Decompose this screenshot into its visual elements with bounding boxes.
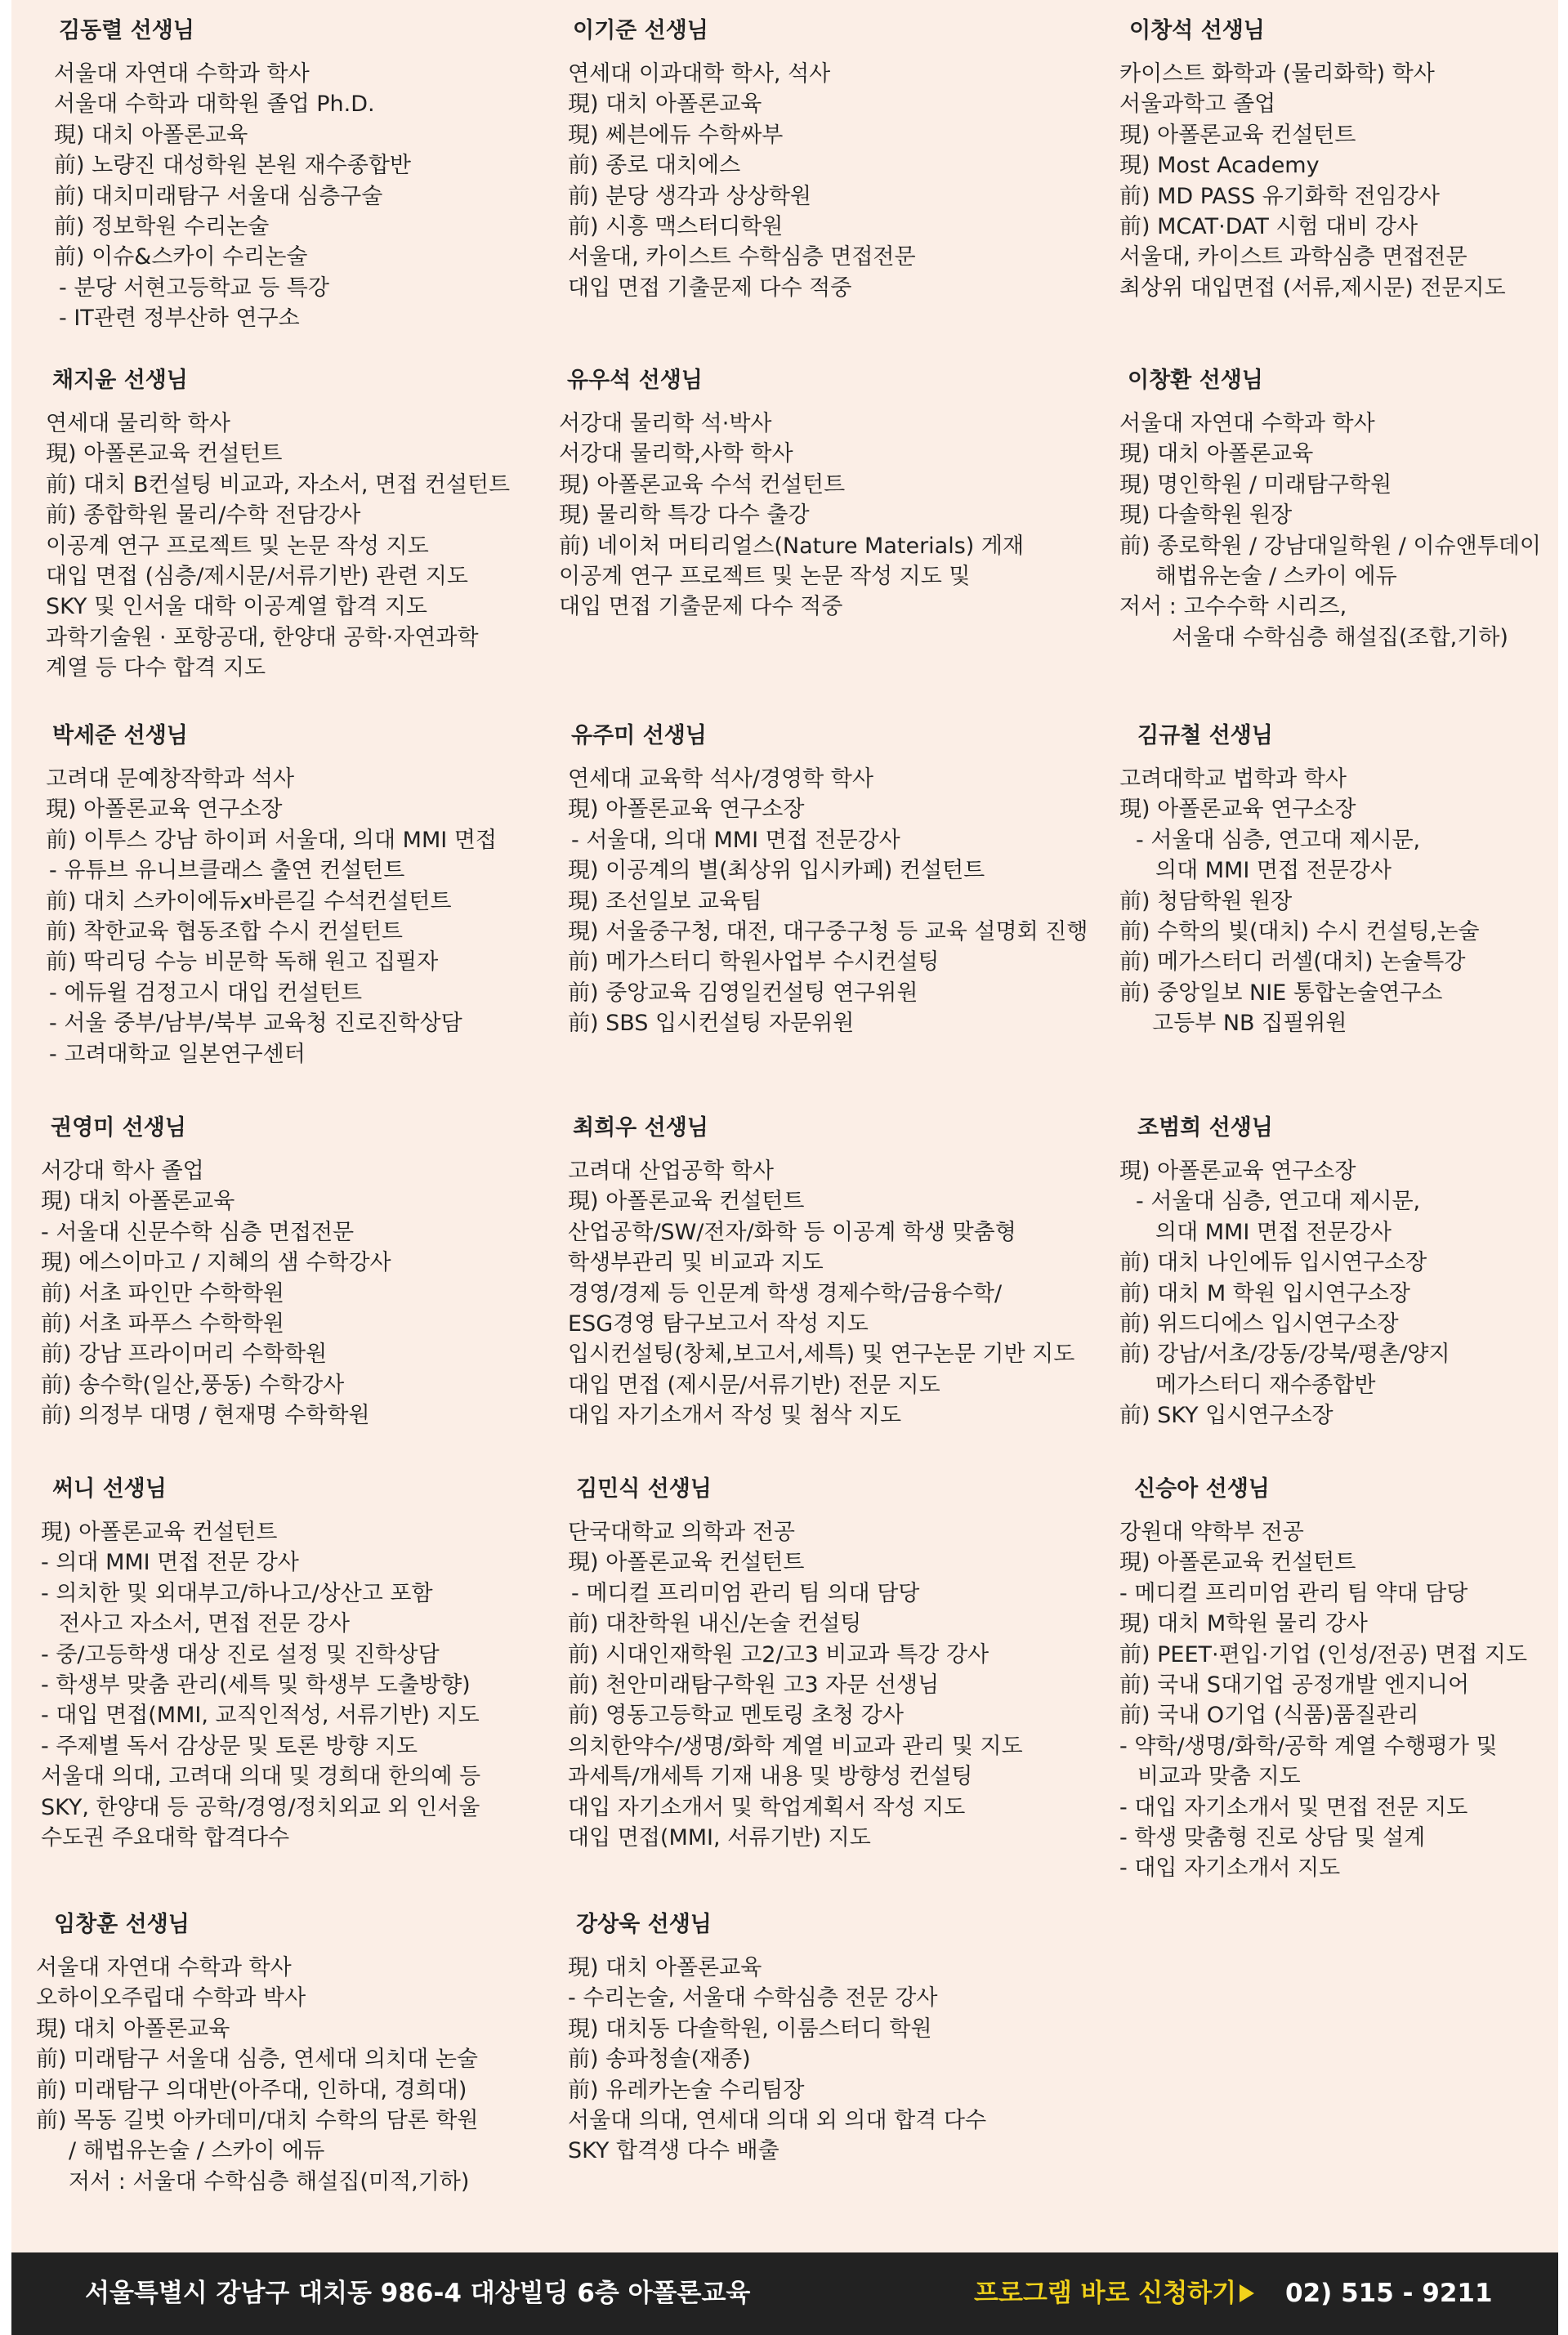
teacher-card [1119,368,1541,653]
career-line: 전사고 자소서, 면접 전문 강사 [59,1611,350,1637]
career-line: 前) 영동고등학교 멘토링 초청 강사 [568,1703,904,1729]
career-line: 연세대 이과대학 학사, 석사 [568,61,831,87]
career-line: 산업공학/SW/전자/화학 등 이공계 학생 맞춤형 [568,1219,1016,1245]
career-line: 現) 아폴론교육 컨설턴트 [41,1520,278,1545]
career-line: 現) 아폴론교육 연구소장 [1119,1159,1356,1184]
career-line: 現) 대치 아폴론교육 [41,1189,235,1215]
career-line: 前) 이슈&스카이 수리논술 [54,244,308,270]
career-line: 現) 대치 아폴론교육 [54,122,248,148]
career-line: 前) 송수학(일산,풍동) 수학강사 [41,1372,345,1398]
teacher-card [36,1912,479,2197]
career-line: 前) 종합학원 물리/수학 전담강사 [46,502,361,529]
teacher-card [1119,723,1480,1039]
career-line: 과학기술원 · 포항공대, 한양대 공학·자연과학 [46,624,479,650]
career-line: 의대 MMI 면접 전문강사 [1155,1219,1392,1245]
career-line: 現) 대치 M학원 물리 강사 [1119,1611,1368,1637]
career-line: 고려대학교 법학과 학사 [1119,766,1347,792]
career-line: 서울대 의대, 고려대 의대 및 경희대 한의예 등 [41,1764,481,1790]
career-line: 前) 의정부 대명 / 현재명 수학학원 [41,1403,370,1429]
career-line: 이공계 연구 프로젝트 및 논문 작성 지도 및 [559,564,971,590]
career-line: - 유튜브 유니브클래스 출연 컨설턴트 [49,858,405,884]
career-line: 대입 면접 기출문제 다수 적중 [568,275,852,301]
career-line: 연세대 교육학 석사/경영학 학사 [568,766,873,792]
career-line: 메가스터디 재수종합반 [1155,1372,1376,1398]
career-line: 前) 송파청솔(재종) [568,2047,751,2073]
career-line: 現) 아폴론교육 컨설턴트 [568,1550,805,1576]
career-line: - 고려대학교 일본연구센터 [49,1041,306,1067]
career-line: 서울과학고 졸업 [1119,92,1276,118]
career-line: ESG경영 탐구보고서 작성 지도 [568,1311,869,1337]
career-line: 前) MD PASS 유기화학 전임강사 [1119,183,1440,209]
teacher-name: 권영미 선생님 [51,1115,186,1141]
career-line: 前) 분당 생각과 상상학원 [568,183,812,209]
career-line: 現) 대치동 다솔학원, 이룸스터디 학원 [568,2016,932,2042]
career-line: 서울대, 카이스트 과학심층 면접전문 [1119,244,1467,270]
teacher-name: 써니 선생님 [52,1476,167,1502]
career-line: 서울대 수학심층 해설집(조합,기하) [1172,624,1508,650]
career-line: - 분당 서현고등학교 등 특강 [59,275,329,301]
career-line: - 학생 맞춤형 진로 상담 및 설계 [1119,1825,1426,1851]
career-line: 前) SKY 입시연구소장 [1119,1403,1333,1429]
career-line: 해법유논술 / 스카이 에듀 [1155,564,1397,590]
career-line: 前) 목동 길벗 아카데미/대치 수학의 담론 학원 [36,2108,479,2134]
career-line: 現) 아폴론교육 컨설턴트 [1119,1550,1356,1576]
teacher-card [568,1115,1074,1431]
apply-program-label: 프로그램 바로 신청하기 [974,2279,1237,2308]
career-line: - 수리논술, 서울대 수학심층 전문 강사 [568,1985,938,2011]
teacher-name: 김동렬 선생님 [59,18,194,43]
career-line: 경영/경제 등 인문계 학생 경제수학/금융수학/ [568,1280,1003,1306]
career-line: 現) 아폴론교육 연구소장 [568,797,805,823]
career-line: - 서울대 심층, 연고대 제시문, [1136,1189,1421,1215]
career-line: 前) 대치 스카이에듀x바른길 수석컨설턴트 [46,888,452,914]
career-line: 現) 아폴론교육 연구소장 [46,797,283,823]
teacher-name: 유주미 선생님 [571,723,707,748]
career-line: 現) 대치 아폴론교육 [568,92,762,118]
career-line: 고려대 문예창작학과 석사 [46,766,295,792]
career-line: 前) 중앙일보 NIE 통합논술연구소 [1119,980,1443,1006]
career-line: 대입 면접 (제시문/서류기반) 전문 지도 [568,1372,940,1398]
career-line: 입시컨설팅(창체,보고서,세특) 및 연구논문 기반 지도 [568,1342,1075,1368]
career-line: 現) 에스이마고 / 지혜의 샘 수학강사 [41,1250,391,1276]
career-line: 서강대 물리학,사학 학사 [559,441,793,467]
teacher-card [568,1476,1023,1853]
career-line: SKY 및 인서울 대학 이공계열 합격 지도 [46,594,428,620]
career-line: 前) 대치 B컨설팅 비교과, 자소서, 면접 컨설턴트 [46,471,511,498]
career-line: 前) 노량진 대성학원 본원 재수종합반 [54,153,412,179]
career-line: - 대입 자기소개서 지도 [1119,1855,1341,1882]
career-line: 前) 미래탐구 서울대 심층, 연세대 의치대 논술 [36,2047,479,2073]
career-line: 現) 대치 아폴론교육 [1119,441,1314,467]
career-line: 학생부관리 및 비교과 지도 [568,1250,824,1276]
career-line: 前) MCAT·DAT 시험 대비 강사 [1119,214,1418,240]
career-line: 최상위 대입면접 (서류,제시문) 전문지도 [1119,275,1506,301]
career-line: 수도권 주요대학 합격다수 [41,1825,290,1851]
teacher-name: 신승아 선생님 [1134,1476,1270,1502]
career-line: 대입 면접 (심층/제시문/서류기반) 관련 지도 [46,564,468,590]
career-line: - 대입 면접(MMI, 교직인적성, 서류기반) 지도 [41,1703,480,1729]
career-line: 前) 국내 S대기업 공정개발 엔지니어 [1119,1672,1470,1699]
career-line: 서울대 의대, 연세대 의대 외 의대 합격 다수 [568,2108,987,2134]
career-line: 前) 수학의 빛(대치) 수시 컨설팅,논술 [1119,919,1480,945]
career-line: 前) 위드디에스 입시연구소장 [1119,1311,1399,1337]
career-line: 前) 딱리딩 수능 비문학 독해 원고 집필자 [46,949,439,976]
footer-phone: 02) 515 - 9211 [1285,2279,1493,2308]
career-line: 前) 대치미래탐구 서울대 심층구술 [54,183,383,209]
career-line: 現) 아폴론교육 컨설턴트 [1119,122,1356,148]
career-line: 서울대 자연대 수학과 학사 [36,1955,292,1980]
career-line: 前) 국내 O기업 (식품)품질관리 [1119,1703,1419,1729]
apply-program-link[interactable] [974,2252,1254,2335]
career-line: 前) 시흥 맥스터디학원 [568,214,784,240]
career-line: 서울대 수학과 대학원 졸업 Ph.D. [54,92,375,118]
teacher-card [1119,1476,1527,1884]
career-line: - 서울대, 의대 MMI 면접 전문강사 [571,827,900,853]
teacher-card [46,368,510,684]
career-line: 대입 자기소개서 작성 및 첨삭 지도 [568,1403,902,1429]
career-line: 서울대 자연대 수학과 학사 [54,61,310,87]
career-line: SKY, 한양대 등 공학/경영/정치외교 외 인서울 [41,1794,480,1820]
career-line: 前) 강남/서초/강동/강북/평촌/양지 [1119,1342,1450,1368]
teacher-card [568,18,916,303]
career-line: 現) 명인학원 / 미래탐구학원 [1119,471,1392,498]
career-line: 의대 MMI 면접 전문강사 [1155,858,1392,884]
career-line: 고려대 산업공학 학사 [568,1159,774,1184]
career-line: 前) 대치 나인에듀 입시연구소장 [1119,1250,1427,1276]
footer-bar [11,2252,1558,2335]
career-line: 前) 미래탐구 의대반(아주대, 인하대, 경희대) [36,2077,467,2103]
career-line: 저서 : 서울대 수학심층 해설집(미적,기하) [69,2168,470,2194]
career-line: 서강대 학사 졸업 [41,1159,204,1184]
career-line: 대입 자기소개서 및 학업계획서 작성 지도 [568,1794,966,1820]
career-line: 現) 아폴론교육 컨설턴트 [46,441,283,467]
career-line: 前) 시대인재학원 고2/고3 비교과 특강 강사 [568,1641,989,1668]
career-line: 前) 청담학원 원장 [1119,888,1293,914]
career-line: 前) 강남 프라이머리 수학학원 [41,1342,328,1368]
career-line: 前) 종로학원 / 강남대일학원 / 이슈앤투데이 [1119,533,1541,559]
footer-address: 서울특별시 강남구 대치동 986-4 대상빌딩 6층 아폴론교육 [85,2279,751,2308]
career-line: - 에듀윌 검정고시 대입 컨설턴트 [49,980,363,1006]
career-line: 前) 서초 파인만 수학학원 [41,1280,285,1306]
teacher-name: 임창훈 선생님 [54,1912,190,1937]
teacher-card [559,368,1024,623]
teacher-name: 조범희 선생님 [1137,1115,1273,1141]
career-line: 前) PEET·편입·기업 (인성/전공) 면접 지도 [1119,1641,1528,1668]
career-line: 前) SBS 입시컨설팅 자문위원 [568,1011,855,1037]
career-line: 연세대 물리학 학사 [46,411,230,436]
teacher-name: 김규철 선생님 [1137,723,1273,748]
teacher-card [1119,18,1506,303]
career-line: 現) 아폴론교육 연구소장 [1119,797,1356,823]
teacher-card [1119,1115,1450,1431]
career-line: 前) 대치 M 학원 입시연구소장 [1119,1280,1410,1306]
career-line: 前) 착한교육 협동조합 수시 컨설턴트 [46,919,404,945]
career-line: 前) 천안미래탐구학원 고3 자문 선생님 [568,1672,940,1699]
career-line: 비교과 맞춤 지도 [1137,1764,1301,1790]
career-line: 의치한약수/생명/화학 계열 비교과 관리 및 지도 [568,1733,1023,1759]
career-line: - IT관련 정부산하 연구소 [59,306,300,332]
career-line: - 약학/생명/화학/공학 계열 수행평가 및 [1119,1733,1498,1759]
career-line: - 대입 자기소개서 및 면접 전문 지도 [1119,1794,1468,1820]
career-line: 現) 쎄븐에듀 수학싸부 [568,122,784,148]
career-line: - 의치한 및 외대부고/하나고/상산고 포함 [41,1580,433,1606]
teacher-name: 박세준 선생님 [52,723,188,748]
career-line: 現) 물리학 특강 다수 출강 [559,502,810,529]
teacher-card [568,723,1088,1039]
career-line: 前) 서초 파푸스 수학학원 [41,1311,285,1337]
teacher-name: 유우석 선생님 [567,368,703,393]
career-line: - 메디컬 프리미엄 관리 팀 의대 담당 [571,1580,920,1606]
career-line: 서울대 자연대 수학과 학사 [1119,411,1375,436]
career-line: 前) 메가스터디 학원사업부 수시컨설팅 [568,949,940,976]
teacher-name: 김민식 선생님 [576,1476,712,1502]
teacher-name: 이기준 선생님 [573,18,708,43]
career-line: 前) 네이처 머티리얼스(Nature Materials) 게재 [559,533,1025,559]
career-line: 前) 정보학원 수리논술 [54,214,270,240]
career-line: 카이스트 화학과 (물리화학) 학사 [1119,61,1435,87]
career-line: / 해법유논술 / 스카이 에듀 [69,2138,325,2164]
play-arrow-icon [1240,2284,1254,2302]
career-line: 前) 중앙교육 김영일컨설팅 연구위원 [568,980,918,1006]
career-line: 前) 대찬학원 내신/논술 컨설팅 [568,1611,862,1637]
teacher-name: 채지윤 선생님 [52,368,188,393]
career-line: 서울대, 카이스트 수학심층 면접전문 [568,244,916,270]
career-line: 前) 유레카논술 수리팀장 [568,2077,805,2103]
career-line: 現) 이공계의 별(최상위 입시카페) 컨설턴트 [568,858,985,884]
profile-sheet [11,0,1558,2335]
career-line: 이공계 연구 프로젝트 및 논문 작성 지도 [46,533,429,559]
career-line: SKY 합격생 다수 배출 [568,2138,780,2164]
career-line: 과세특/개세특 기재 내용 및 방향성 컨설팅 [568,1764,973,1790]
career-line: 오하이오주립대 수학과 박사 [36,1985,306,2011]
career-line: - 중/고등학생 대상 진로 설정 및 진학상담 [41,1641,440,1668]
teacher-card [46,723,497,1069]
career-line: - 학생부 맞춤 관리(세특 및 학생부 도출방향) [41,1672,471,1699]
career-line: 서강대 물리학 석·박사 [559,411,772,436]
teacher-name: 이창환 선생님 [1128,368,1263,393]
teacher-card [41,1115,391,1431]
teacher-card [568,1912,986,2167]
career-line: - 서울대 심층, 연고대 제시문, [1136,827,1421,853]
career-line: 現) 아폴론교육 수석 컨설턴트 [559,471,846,498]
teacher-card [54,18,411,334]
teacher-name: 강상욱 선생님 [576,1912,712,1937]
career-line: - 서울대 신문수학 심층 면접전문 [41,1219,355,1245]
career-line: - 주제별 독서 감상문 및 토론 방향 지도 [41,1733,418,1759]
career-line: 강원대 약학부 전공 [1119,1520,1304,1545]
career-line: 現) 조선일보 교육팀 [568,888,762,914]
career-line: 現) 대치 아폴론교육 [568,1955,762,1980]
career-line: - 메디컬 프리미엄 관리 팀 약대 담당 [1119,1580,1468,1606]
career-line: 前) 종로 대치에스 [568,153,741,179]
career-line: 고등부 NB 집필위원 [1152,1011,1347,1037]
career-line: 前) 메가스터디 러셀(대치) 논술특강 [1119,949,1466,976]
career-line: 저서 : 고수수학 시리즈, [1119,594,1347,620]
teacher-name: 최희우 선생님 [573,1115,708,1141]
career-line: 現) 다솔학원 원장 [1119,502,1293,529]
teacher-name: 이창석 선생님 [1129,18,1265,43]
career-line: - 의대 MMI 면접 전문 강사 [41,1550,299,1576]
career-line: 現) Most Academy [1119,153,1320,179]
career-line: 現) 아폴론교육 컨설턴트 [568,1189,805,1215]
career-line: 단국대학교 의학과 전공 [568,1520,795,1545]
career-line: 계열 등 다수 합격 지도 [46,655,266,681]
career-line: 대입 면접(MMI, 서류기반) 지도 [568,1825,871,1851]
career-line: 前) 이투스 강남 하이퍼 서울대, 의대 MMI 면접 [46,827,497,853]
career-line: - 서울 중부/남부/북부 교육청 진로진학상담 [49,1011,462,1037]
career-line: 대입 면접 기출문제 다수 적중 [559,594,843,620]
career-line: 現) 서울중구청, 대전, 대구중구청 등 교육 설명회 진행 [568,919,1088,945]
career-line: 現) 대치 아폴론교육 [36,2016,230,2042]
teacher-card [41,1476,480,1853]
